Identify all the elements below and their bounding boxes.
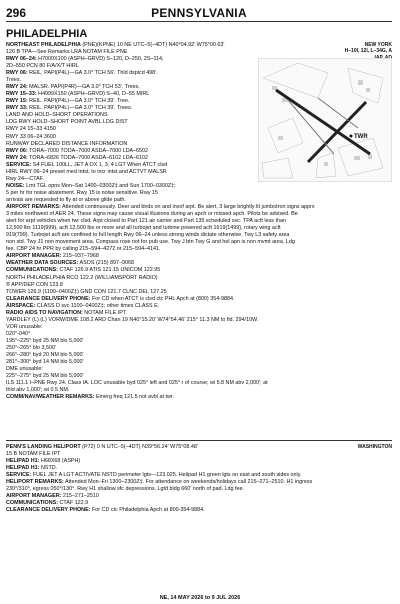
text-line: 230°/310°, egress 050°/130°. Rwy H1 shallow sfc depressions. Lgtd bldg 660′ north of pad. Ldg fee. [6, 486, 244, 493]
text-line: YARDLEY (L) (L) VORW/DME 108.2 ARD Chan 19 N40°15.20′ W74°54.46′ 215° 11.3 NM to fld. 294/10W. [6, 316, 259, 323]
text-line: 2D–550 PCN 80 F/A/X/T HIRL [6, 63, 79, 70]
text-line: 5 per hr for noise abatement. Rwy 15 is noise sensitive. Rwy 15 [6, 189, 158, 196]
text-line: RUNWAY DECLARED DISTANCE INFORMATION [6, 140, 128, 147]
airport-summary-line: 120 B TPA—See Remarks LRA NOTAM FILE PNE [6, 49, 128, 56]
tower-label: TWR [354, 134, 368, 140]
text-line: 3 miles northwest of AER 24. These signs may cause visual illusions during an apch or missed apch. Pilots be advised. Be [6, 211, 298, 218]
text-line: ® APP/DEP CON 123.8 [6, 281, 63, 288]
text-line: RWY 24: MALSR. PAPI(P4R)—GA 3.0° TCH 53′. Trees. [6, 84, 140, 91]
text-line: RWY 24: TORA–6826 TODA–7000 ASDA–6102 LDA–6102 [6, 154, 149, 161]
text-line: RADIO AIDS TO NAVIGATION: NOTAM FILE IPT. [6, 309, 127, 316]
city-title: PHILADELPHIA [6, 28, 88, 40]
text-line: HELIPAD H1: H68X68 (ASPH) [6, 458, 81, 465]
text-line: fee. CBP 24 hr PPR by calling 215–594–4272 or 215–594–4141. [6, 246, 161, 253]
header-rule [6, 21, 392, 22]
text-line: HELIPAD H1: NSTD. [6, 465, 58, 472]
text-line: Trees. [6, 77, 22, 84]
text-line: 15 B NOTAM FILE IPT [6, 451, 61, 457]
text-line: AIRPORT MANAGER: 215–271–2510 [6, 493, 99, 500]
text-line: alert for arpt vehicles when twr clsd. Arpt closed to Part 121 air carrier and Part 135 scheduled svc. TPA acft less than [6, 218, 286, 225]
airport-details-northeast [6, 56, 254, 190]
heliport-title-details: (P72) 0 N UTC–5(–4DT) N39°56.24′ W75°08.48′ [82, 444, 198, 450]
text-line: RWY 06: TORA–7000 TODA–7000 ASDA–7000 LDA–6502 [6, 147, 149, 154]
text-line: AIRPORT MANAGER: 215–937–7968 [6, 253, 99, 260]
text-line: COMM/NAV/WEATHER REMARKS: Emerg freq 121.5 not avbl at twr. [6, 394, 174, 401]
airport-title-line [6, 42, 392, 49]
text-line: COMMUNICATIONS: CTAF 126.9 ATIS 121.15 UNICOM 122.95 [6, 267, 161, 274]
airport-title-details: (PNE)(KPNE) 10 NE UTC–5(–4DT) N40°04.92′ W75°00.63′ [82, 42, 225, 48]
text-line: RWY 06–24: H7000X100 (ASPH–GRVD) S–120, D–250, 2S–114, [6, 56, 164, 62]
text-line: VOR unusable: [6, 323, 43, 330]
text-line: 266°–280° byd 20 NM blo 5,000′ [6, 352, 84, 359]
text-line: thld abv 1,000′; wi 0.5 NM. [6, 387, 70, 394]
chart-ids: H–10I, 12I, L–34G, A [344, 48, 392, 55]
text-line: CLEARANCE DELIVERY PHONE: For CD when ATCT is clsd ctc PHL Apch at (800) 354-9884. [6, 295, 235, 302]
text-line: 919(799). Turbojet acft are confined to full length Rwy 06–24 unless strong winds dictate otherwise. Twy L3 safety area [6, 232, 290, 239]
state-title: PENNSYLVANIA [151, 6, 247, 20]
text-line: WEATHER DATA SOURCES: ASOS (215) 897–9068 [6, 260, 135, 267]
text-line: RWY 33 06–24 3600 [6, 133, 56, 140]
text-line: ILS 111.1 I–PNE Rwy 24. Class IA. LOC unusable byd 025° left and 025° r of course; wi 5.8 NM abv 2,000′; at [6, 380, 268, 387]
heliport-chart-ref [358, 444, 392, 450]
text-line: RWY 06: REIL. PAPI(P4L)—GA 3.0° TCH 56′. Thld dsplcd 498′. [6, 70, 158, 77]
text-line: 281°–300° byd 14 NM blo 5,000′ [6, 359, 84, 366]
text-line: SERVICE: S4 FUEL 100LL, JET A OX 1, 3, 4 LGT When ATCT clsd [6, 161, 168, 168]
heliport-details [6, 451, 392, 514]
text-line: 020°-040° [6, 330, 31, 337]
text-line: RWY 15: REIL. PAPI(P4L)—GA 3.0° TCH 39′. Tree. [6, 98, 130, 105]
text-line: AIRSPACE: CLASS D svc 1100–0400Z‡; other times CLASS E. [6, 302, 160, 309]
airport-name: NORTHEAST PHILADELPHIA [6, 42, 81, 48]
validity-footer: NE, 14 MAY 2026 to 9 JUL 2026 [159, 595, 241, 601]
text-line: 195°–225° byd 25 NM blo 5,000′ [6, 337, 84, 344]
page-header [6, 6, 392, 22]
text-line: Rwy 24—CTAF. [6, 175, 44, 182]
text-line: TOWER 126.9 (1100–0400Z‡) GND CON 121.7 CLNC DEL 127.25 [6, 288, 167, 295]
page-number: 296 [6, 6, 27, 20]
text-line: 225°–275° byd 25 NM blo 5,000′ [6, 373, 84, 380]
heliport-title-line [6, 444, 392, 451]
airport-diagram [258, 58, 392, 182]
sectional-name: NEW YORK [364, 42, 392, 48]
text-line: 250°–265° blo 3,500′ [6, 344, 56, 351]
airport-entry-penns [6, 444, 392, 451]
text-line: RWY 15–33: H4999X150 (ASPH–GRVD) S–40, D–55 MIRL [6, 91, 150, 98]
text-line: COMMUNICATIONS: CTAF 122.9 [6, 500, 89, 507]
text-line: 12,500 lbs 1119(999), acft 12,500 lbs or more and all turbojet and turbine powered acft 1619(1499), rotary wing acft [6, 225, 281, 232]
text-line: NORTH PHILADELPHIA RCO 122.2 (WILLIAMSPORT RADIO) [6, 274, 158, 281]
text-line: AIRPORT REMARKS: Attended continuously. Deer and birds on and invof arpt. Be alert, 3 large brightly lit jumbotron signs apprx [6, 204, 315, 211]
heliport-name: PENN'S LANDING HELIPORT [6, 444, 81, 450]
text-line: SERVICE: FUEL JET A LGT ACTIVATE NSTD perimeter lgts—123.025. Helipad H1 green lgts on east and south sides only. [6, 472, 302, 479]
text-line: NOISE: Lmt TGL opns Mon–Sat 1400–0300Z‡ and Sun 1700–0300Z‡; [6, 182, 176, 189]
airport-details-northeast-wide [6, 190, 392, 401]
text-line: RWY 33: REIL. PAPI(P4L)—GA 3.0° TCH 39′. Trees. [6, 105, 133, 112]
text-line: DME unusable: [6, 366, 43, 373]
heliport-sectional: WASHINGTON [357, 444, 392, 450]
text-line: HIRL RWY 06–24 preset med intst, to incr intst and ACTVT MALSR [6, 168, 167, 175]
entry-separator [6, 440, 392, 441]
text-line: LAND AND HOLD–SHORT OPERATIONS [6, 112, 108, 119]
text-line: LDG RWY HOLD–SHORT POINT AVBL LDG DIST [6, 119, 128, 126]
text-line: RWY 24 15–33 4150 [6, 126, 56, 133]
text-line: CLEARANCE DELIVERY PHONE: For CD ctc Philadelphia Apch at 800-354-9884. [6, 507, 205, 514]
text-line: arrivals are requested to fly at or above glide path. [6, 196, 126, 203]
text-line: HELIPORT REMARKS: Attended Mon–Fri 1300–2300Z‡. For attendance on weekends/holidays call 215–271–2510. H1 ingress [6, 479, 313, 486]
text-line: non std. Twy J1 non movement area. Compass rose not for pub use. Twy J btn Twy G and hel apn is non mvmt area. Ldg [6, 239, 295, 246]
airport-entry-northeast [6, 42, 392, 56]
